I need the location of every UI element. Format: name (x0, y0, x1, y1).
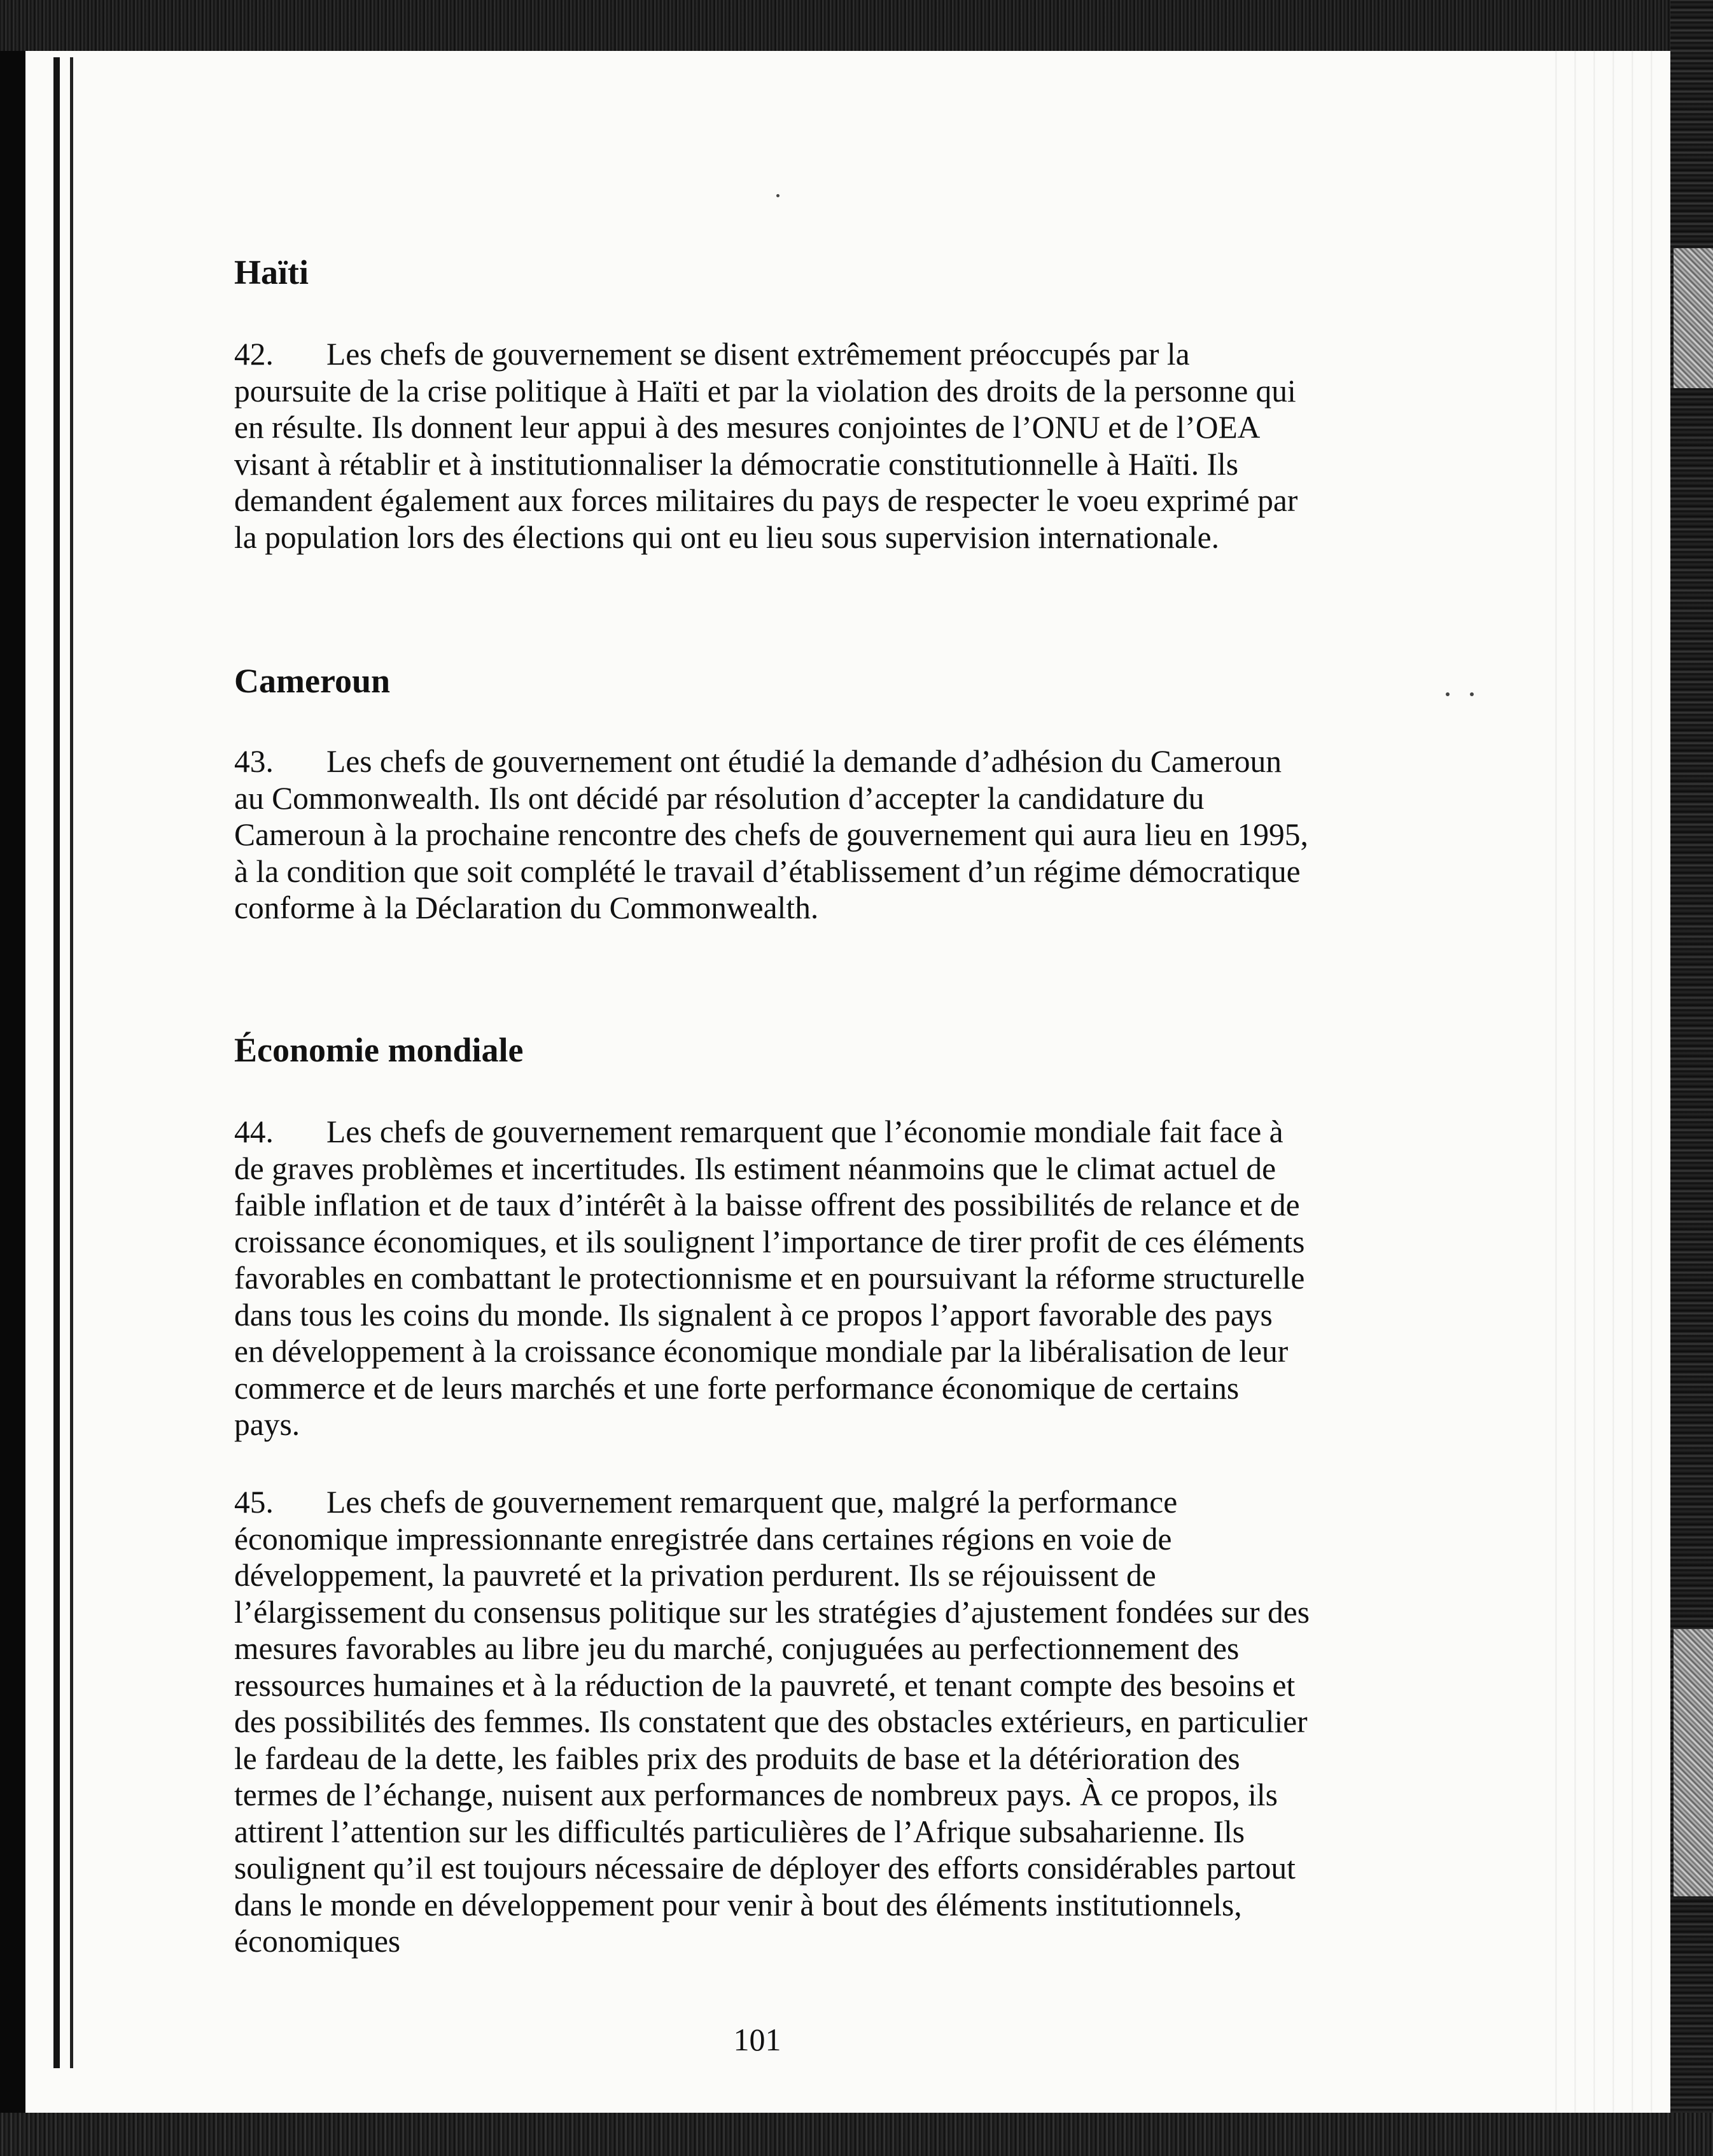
scan-border-left (0, 0, 25, 2156)
page-number: 101 (733, 2022, 781, 2057)
section-heading-cameroun: Cameroun (234, 662, 391, 700)
paragraph-42 (234, 336, 1310, 556)
scan-noise-patch (1674, 248, 1713, 388)
paragraph-text: Les chefs de gouvernement remarquent que, malgré la performance économique impressionnante enregistrée dans certaines régions en voie de développement, la pauvreté et la privation perdurent. Ils se réjouissent de l’élargissement du consensus politique sur les stratégies d’ajustement fondées sur des mesures favorables au libre jeu du marché, conjuguées au perfectionnement des ressources humaines et à la réduction de la pauvreté, et tenant compte des besoins et des possibilités des femmes. Ils constatent que des obstacles extérieurs, en particulier le fardeau de la dette, les faibles prix des produits de base et la détérioration des termes de l’échange, nuisent aux performances de nombreux pays. À ce propos, ils attirent l’attention sur les difficultés particulières de l’Afrique subsaharienne. Ils soulignent qu’il est toujours nécessaire de déployer des efforts considérables partout dans le monde en développement pour venir à bout des éléments institutionnels, économiques (234, 1485, 1310, 1959)
paragraph-text: Les chefs de gouvernement remarquent que l’économie mondiale fait face à de graves problèmes et incertitudes. Ils estiment néanmoins que le climat actuel de faible inflation et de taux d’intérêt à la baisse offrent des possibilités de relance et de croissance économiques, et ils soulignent l’importance de tirer profit de ces éléments favorables en combattant le protectionnisme et en poursuivant la réforme structurelle dans tous les coins du monde. Ils signalent à ce propos l’apport favorable des pays en développement à la croissance économique mondiale par la libéralisation de leur commerce et de leurs marchés et une forte performance économique de certains pays. (234, 1114, 1305, 1442)
paragraph-number: 43. (234, 744, 274, 779)
paragraph-number: 42. (234, 337, 274, 372)
section-heading-economie-mondiale: Économie mondiale (234, 1031, 524, 1069)
document-page (25, 51, 1670, 2113)
scan-speck (1470, 692, 1474, 696)
page-edge-shadow (1546, 51, 1670, 2113)
scan-speck (776, 194, 780, 197)
binding-rule (70, 57, 73, 2068)
paragraph-44 (234, 1114, 1310, 1443)
paragraph-number: 44. (234, 1114, 274, 1149)
scan-noise-patch (1674, 1629, 1713, 1896)
section-heading-haiti: Haïti (234, 253, 309, 291)
paragraph-43 (234, 743, 1310, 927)
paragraph-text: Les chefs de gouvernement ont étudié la demande d’adhésion du Cameroun au Commonwealth. Ils ont décidé par résolution d’accepter la candidature du Cameroun à la prochaine rencontre des chefs de gouvernement qui aura lieu en 1995, à la condition que soit complété le travail d’établissement d’un régime démocratique conforme à la Déclaration du Commonwealth. (234, 744, 1308, 925)
binding-rule (53, 57, 60, 2068)
paragraph-45 (234, 1484, 1310, 1960)
scan-border-top (0, 0, 1713, 51)
paragraph-number: 45. (234, 1485, 274, 1520)
scan-speck (1446, 692, 1450, 696)
paragraph-text: Les chefs de gouvernement se disent extrêmement préoccupés par la poursuite de la crise politique à Haïti et par la violation des droits de la personne qui en résulte. Ils donnent leur appui à des mesures conjointes de l’ONU et de l’OEA visant à rétablir et à institutionnaliser la démocratie constitutionnelle à Haïti. Ils demandent également aux forces militaires du pays de respecter le voeu exprimé par la population lors des élections qui ont eu lieu sous supervision internationale. (234, 337, 1298, 555)
scan-border-bottom (0, 2113, 1713, 2156)
